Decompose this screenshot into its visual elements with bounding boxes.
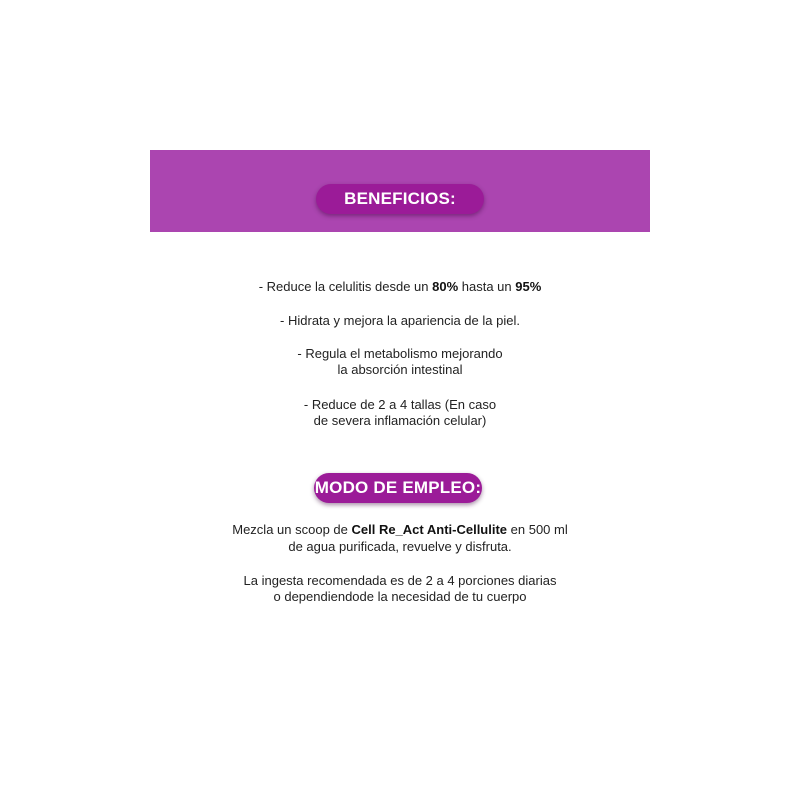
- benefits-title: BENEFICIOS:: [344, 189, 456, 208]
- usage-para1-line2: de agua purificada, revuelve y disfruta.: [288, 539, 512, 554]
- benefit-item-2: - Hidrata y mejora la apariencia de la piel.: [280, 313, 520, 328]
- usage-para1-line1: [0, 522, 800, 538]
- benefit-item-1-text: - Reduce la celulitis desde un: [258, 279, 433, 294]
- benefit-item-4-line2: de severa inflamación celular): [313, 413, 487, 428]
- benefit-item-3-line1: - Regula el metabolismo mejorando: [297, 346, 503, 361]
- benefit-item-1-value-low: 80%: [432, 279, 459, 294]
- usage-title: MODO DE EMPLEO:: [314, 478, 482, 497]
- product-name: Cell Re_Act Anti-Cellulite: [351, 522, 508, 537]
- benefit-item-1-mid: hasta un: [458, 279, 516, 294]
- benefits-title-badge: [316, 184, 484, 214]
- benefit-item-1-value-high: 95%: [515, 279, 542, 294]
- usage-para1-pre: Mezcla un scoop de: [232, 522, 352, 537]
- usage-para2-line2: o dependiendode la necesidad de tu cuerpo: [273, 589, 527, 604]
- usage-title-badge: [314, 473, 482, 503]
- benefit-item-1: [0, 279, 800, 295]
- benefit-item-3-line2: la absorción intestinal: [337, 362, 463, 377]
- benefit-item-4-line1: - Reduce de 2 a 4 tallas (En caso: [303, 397, 497, 412]
- usage-para1-post: en 500 ml: [507, 522, 568, 537]
- usage-para2-line1: La ingesta recomendada es de 2 a 4 porciones diarias: [243, 573, 557, 588]
